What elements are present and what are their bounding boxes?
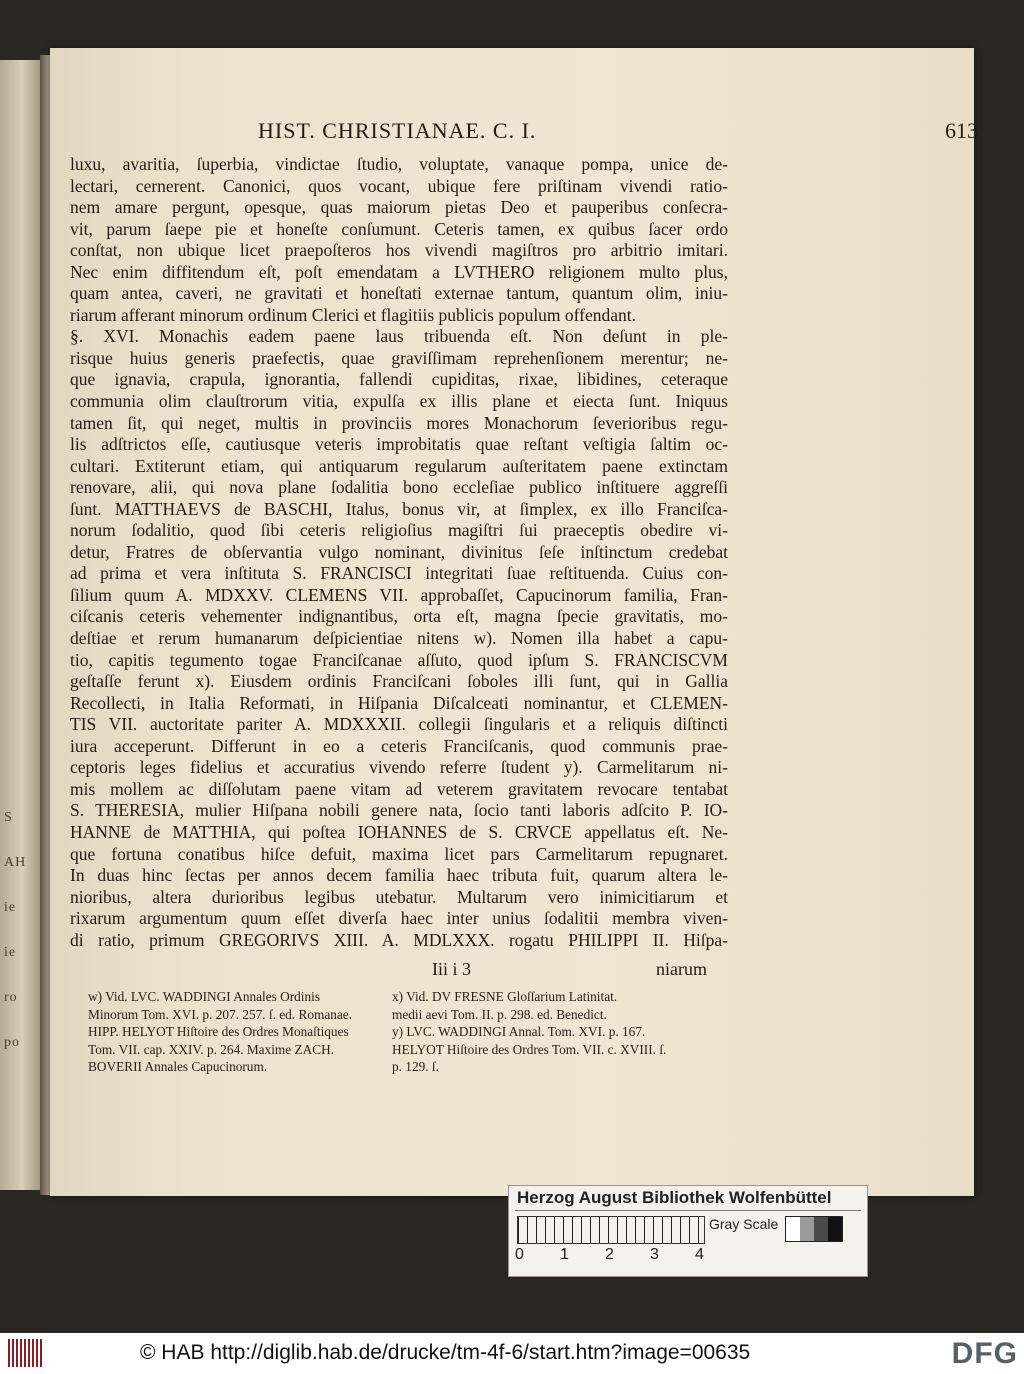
gray-swatch — [786, 1217, 800, 1241]
body-line: S. THERESIA, mulier Hiſpana nobili genere nata, ſocio tanti laboris adſcito P. IO- — [70, 800, 728, 821]
facing-page-fragment: S — [4, 810, 13, 825]
footnote-line: HELYOT Hiſtoire des Ordres Tom. VII. c. XVIII. ſ. — [392, 1041, 667, 1057]
body-text — [70, 154, 728, 951]
body-line: HANNE de MATTHIA, qui poſtea IOHANNES de S. CRVCE appellatus eſt. Ne- — [70, 821, 728, 842]
footnote-line: HIPP. HELYOT Hiſtoire des Ordres Monaſtiques — [88, 1024, 349, 1039]
catchword: niarum — [656, 959, 707, 979]
ruler-number: 3 — [650, 1246, 659, 1263]
gray-swatch — [814, 1217, 828, 1241]
body-line: conſtat, non ubique licet praepoſteros hos vivendi magiſtros pro arbitrio imitari. — [70, 240, 728, 261]
body-line: quam antea, caveri, ne gravitati et honeſtati externae tantum, quantum olim, iniu- — [70, 283, 728, 304]
body-line: vit, parum ſaepe pie et honeſte conſumunt. Ceteris tamen, ex quibus ſacer ordo — [70, 218, 728, 239]
footer-bar — [0, 1333, 1024, 1374]
body-line: lectari, cernerent. Canonici, quos vocant, ubique fere priſtinam vivendi ratio- — [70, 175, 728, 196]
body-line: tio, capitis tegumento togae Franciſcanae aſſuto, quod ipſum S. FRANCISCVM — [70, 649, 728, 670]
body-line: communia olim clauſtrorum vitia, expulſa ex illis plane et eiecta ſunt. Iniquus — [70, 391, 728, 412]
footnote-line: x) Vid. DV FRESNE Gloſſarium Latinitat. — [392, 989, 618, 1004]
body-line: detur, Fratres de obſervantia vulgo nominant, divinitus ſeſe inſtinctum credebat — [70, 541, 728, 562]
ruler-number: 2 — [605, 1246, 614, 1263]
body-line: ad prima et vera inſtituta S. FRANCISCI integritati ſuae reſtituenda. Cuius con- — [70, 563, 728, 584]
measurement-ruler — [517, 1216, 705, 1244]
facing-page-fragment: ro — [4, 990, 18, 1005]
barcode-icon — [8, 1339, 42, 1367]
body-line: Recollecti, in Italia Reformati, in Hiſpania Diſcalceati nominantur, et CLEMEN- — [70, 692, 728, 713]
body-line: ceptoris leges fidelius et accuratius vivendo referre ſtudent y). Carmelitarum ni- — [70, 757, 728, 778]
body-line: tamen ſit, qui neget, multis in provinciis mores Monachorum ſeverioribus regu- — [70, 412, 728, 433]
card-divider — [515, 1210, 861, 1211]
body-line: que ignavia, crapula, ignorantia, fallendi cupiditas, rixae, libidines, ceteraque — [70, 369, 728, 390]
body-line: TIS VII. auctoritate pariter A. MDXXXII. collegii ſingularis et a reliquis diſtincti — [70, 714, 728, 735]
page-header — [70, 118, 984, 152]
body-line: In duas hinc ſectas per annos decem familia haec tributa fuit, quarum altera le- — [70, 865, 728, 886]
body-line: deſtiae et rerum humanarum deſpicientiae nitens w). Nomen illa habet a capu- — [70, 628, 728, 649]
facing-page-fragment: AH — [4, 855, 27, 870]
body-line: ſunt. MATTHAEVS de BASCHI, Italus, bonus vir, at ſimplex, ex illo Franciſca- — [70, 498, 728, 519]
body-line: nioribus, altera durioribus legibus utebatur. Multarum vero inimicitiarum et — [70, 886, 728, 907]
dfg-logo: DFG — [951, 1337, 1018, 1370]
page-number: 613 — [945, 118, 978, 143]
scale-card — [508, 1185, 868, 1277]
footnote-line: w) Vid. LVC. WADDINGI Annales Ordinis — [88, 989, 321, 1004]
gray-swatch — [800, 1217, 814, 1241]
body-line: risque huius generis praefectis, quae graviſſimam reprehenſionem merentur; ne- — [70, 347, 728, 368]
footnote-line: y) LVC. WADDINGI Annal. Tom. XVI. p. 167. — [392, 1024, 646, 1039]
body-line: riarum afferant minorum ordinum Clerici et flagitiis publicis populum offendant. — [70, 304, 637, 325]
footnote-line: BOVERII Annales Capucinorum. — [88, 1059, 268, 1074]
body-line: mis mollem ac diſſolutam paene vitam ad veterem gravitatem revocare tentabat — [70, 778, 728, 799]
footnote-line: p. 129. ſ. — [392, 1059, 439, 1074]
body-line: nem amare pergunt, opesque, quas maiorum pietas Deo et pauperibus conſecra- — [70, 197, 728, 218]
body-line: §. XVI. Monachis eadem paene laus tribuenda eſt. Non deſunt in ple- — [70, 326, 728, 347]
ruler-number: 0 — [515, 1246, 524, 1263]
facing-page-fragment: ie — [4, 945, 17, 960]
body-line: que fortuna conatibus hiſce defuit, maxima licet pars Carmelitarum repugnaret. — [70, 843, 728, 864]
body-line: iura acceperunt. Differunt in eo a ceteris Franciſcanis, quod communis prae- — [70, 735, 728, 756]
body-line: Nec enim diffitendum eſt, poſt emendatam a LVTHERO religionem multo plus, — [70, 261, 728, 282]
source-url[interactable]: © HAB http://diglib.hab.de/drucke/tm-4f-6/start.htm?image=00635 — [140, 1341, 751, 1364]
footnotes-right — [392, 988, 732, 1076]
gray-scale-swatches — [785, 1216, 843, 1242]
body-line: ciſcanis ceteris vehementer indignantibus, orta eſt, magna ſpecie gravitatis, mo- — [70, 606, 728, 627]
body-line: cultari. Extiterunt etiam, qui antiquarum regularum auſteritatem paene extinctam — [70, 455, 728, 476]
ruler-number: 4 — [695, 1246, 704, 1263]
footnote-line: Tom. VII. cap. XXIV. p. 264. Maxime ZACH. — [88, 1041, 335, 1057]
body-line: rixarum argumentum quum eſſet diverſa haec inter unius ſodalitii membra viven- — [70, 908, 728, 929]
body-line: lis adſtrictos eſſe, cautiusque veteris improbitatis quae reſtant veſtigia ſaltim oc- — [70, 434, 728, 455]
gray-scale-label: Gray Scale — [709, 1216, 779, 1232]
ruler-labels — [515, 1246, 740, 1264]
body-line: di ratio, primum GREGORIVS XIII. A. MDLXXX. rogatu PHILIPPI II. Hiſpa- — [70, 929, 728, 950]
footnotes-left — [88, 988, 390, 1076]
signature-mark: Iii i 3 — [432, 959, 471, 979]
facing-page-fragment: ie — [4, 900, 17, 915]
gray-swatch — [828, 1217, 842, 1241]
body-line: geſtaſſe ferunt x). Eiusdem ordinis Franciſcani ſoboles illi ſunt, qui in Gallia — [70, 671, 728, 692]
facing-page-edge — [0, 60, 40, 1190]
body-line: renovare, alii, qui nova plane ſodalitia bono eccleſiae publico inſtituere aggreſſi — [70, 477, 728, 498]
ruler-number: 1 — [560, 1246, 569, 1263]
footnote-line: medii aevi Tom. II. p. 298. ed. Benedict. — [392, 1006, 607, 1022]
body-line: norum ſodalitio, quod ſibi ceteris religioſius magiſtri ſui praeceptis obedire vi- — [70, 520, 728, 541]
body-line: luxu, avaritia, ſuperbia, vindictae ſtudio, voluptate, vanaque pompa, unice de- — [70, 154, 728, 174]
body-line: ſilium quum A. MDXXV. CLEMENS VII. approbaſſet, Capucinorum familia, Fran- — [70, 584, 728, 605]
running-head: HIST. CHRISTIANAE. C. I. — [258, 118, 537, 143]
library-name: Herzog August Bibliothek Wolfenbüttel — [517, 1188, 832, 1207]
facing-page-fragment: po — [4, 1035, 20, 1050]
footnote-line: Minorum Tom. XVI. p. 207. 257. ſ. ed. Romanae. — [88, 1006, 352, 1022]
